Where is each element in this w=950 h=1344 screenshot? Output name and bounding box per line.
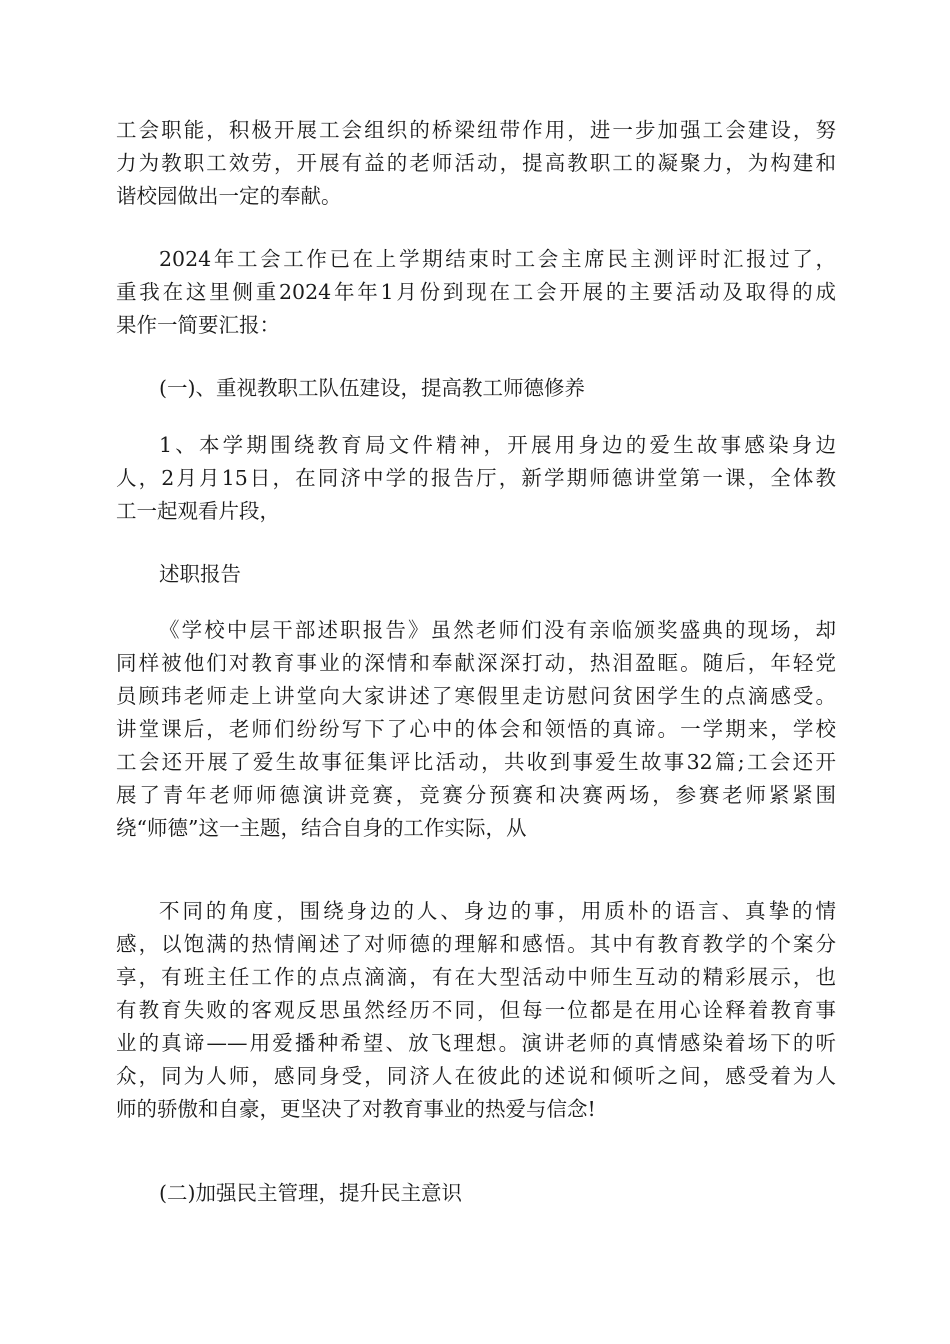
text-line: 述职报告 xyxy=(159,562,241,586)
paragraph-title-line xyxy=(116,558,836,591)
paragraph-item-1 xyxy=(116,429,836,528)
text-line: 果作一简要汇报： xyxy=(116,313,280,337)
paragraph-continuation xyxy=(116,114,836,213)
text-line: 同样被他们对教育事业的深情和奉献深深打动，热泪盈眶。随后，年轻党 xyxy=(116,651,836,675)
section-heading-1 xyxy=(116,372,836,405)
text-line: 员顾玮老师走上讲堂向大家讲述了寒假里走访慰问贫困学生的点滴感受。 xyxy=(116,684,836,708)
text-line: 工会还开展了爱生故事征集评比活动，共收到事爱生故事32篇;工会还开 xyxy=(116,750,836,774)
text-line: 享，有班主任工作的点点滴滴，有在大型活动中师生互动的精彩展示，也 xyxy=(116,965,836,989)
text-line: (一)、重视教职工队伍建设，提高教工师德修养 xyxy=(159,376,585,400)
text-line: 力为教职工效劳，开展有益的老师活动，提高教职工的凝聚力，为构建和 xyxy=(116,151,836,175)
paragraph-report xyxy=(116,614,836,845)
text-line: 谐校园做出一定的奉献。 xyxy=(116,184,342,208)
text-line: 讲堂课后，老师们纷纷写下了心中的体会和领悟的真谛。一学期来，学校 xyxy=(116,717,836,741)
text-line: 感，以饱满的热情阐述了对师德的理解和感悟。其中有教育教学的个案分 xyxy=(116,932,836,956)
text-line: 2024年工会工作已在上学期结束时工会主席民主测评时汇报过了， xyxy=(159,247,836,271)
text-line: 《学校中层干部述职报告》虽然老师们没有亲临颁奖盛典的现场，却 xyxy=(159,618,836,642)
text-line: 不同的角度，围绕身边的人、身边的事，用质朴的语言、真挚的情 xyxy=(159,899,836,923)
text-line: 人，2月月15日，在同济中学的报告厅，新学期师德讲堂第一课，全体教 xyxy=(116,466,836,490)
text-line: 有教育失败的客观反思虽然经历不同，但每一位都是在用心诠释着教育事 xyxy=(116,998,836,1022)
text-line: 工一起观看片段， xyxy=(116,499,280,523)
paragraph-speech xyxy=(116,895,836,1126)
paragraph-summary xyxy=(116,243,836,342)
text-line: 工会职能，积极开展工会组织的桥梁纽带作用，进一步加强工会建设，努 xyxy=(116,118,836,142)
text-line: 绕“师德”这一主题，结合自身的工作实际，从 xyxy=(116,816,527,840)
text-line: 众，同为人师，感同身受，同济人在彼此的述说和倾听之间，感受着为人 xyxy=(116,1064,836,1088)
text-line: (二)加强民主管理，提升民主意识 xyxy=(159,1181,462,1205)
text-line: 1、本学期围绕教育局文件精神，开展用身边的爱生故事感染身边 xyxy=(159,433,836,457)
text-line: 师的骄傲和自豪，更坚决了对教育事业的热爱与信念! xyxy=(116,1097,596,1121)
text-line: 展了青年老师师德演讲竞赛，竞赛分预赛和决赛两场，参赛老师紧紧围 xyxy=(116,783,836,807)
text-line: 重我在这里侧重2024年年1月份到现在工会开展的主要活动及取得的成 xyxy=(116,280,836,304)
section-heading-2 xyxy=(116,1177,836,1210)
text-line: 业的真谛——用爱播种希望、放飞理想。演讲老师的真情感染着场下的听 xyxy=(116,1031,836,1055)
